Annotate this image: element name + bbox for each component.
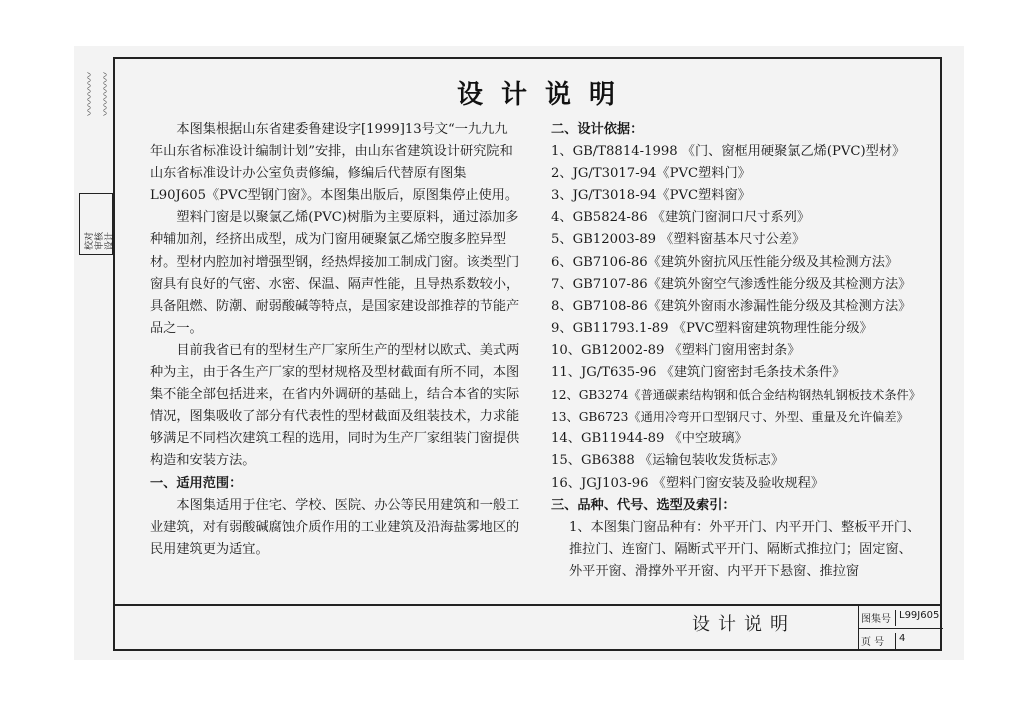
title-block-divider [113,604,942,606]
intro-paragraph: 本图集根据山东省建委鲁建设字[1999]13号文“一九九九年山东省标准设计编制计划”安排，由山东省建筑设计研究院和山东省标准设计办公室负责修编，修编后代替原有图集L90J605《PVC型钢门窗》。本图集出版后，原图集停止使用。 [150,122,519,204]
sig-label-sheji: 设计 [105,231,115,250]
standard-item: 8、GB7108-86《建筑外窗雨水渗漏性能分级及其检测方法》 [551,298,912,314]
standard-item: 11、JG/T635-96 《建筑门窗密封毛条技术条件》 [551,365,846,381]
page-row [859,629,943,651]
atlas-number: L99J605 [899,610,940,621]
handwritten-signature: 〰〰〰〰 [99,72,112,116]
standard-item: 10、GB12002-89 《塑料门窗用密封条》 [551,342,801,358]
section3-heading: 三、品种、代号、选型及索引： [551,497,736,513]
page-title: 设计说明 [457,80,634,110]
page-number: 4 [899,633,906,644]
atlas-row [859,606,943,629]
standard-item: 2、JG/T3017-94《PVC塑料门》 [551,166,751,182]
intro-paragraph: 目前我省已有的型材生产厂家所生产的型材以欧式、美式两种为主，由于各生产厂家的型材规格及型材截面有所不同，本图集不能全部包括进来，在省内外调研的基础上，结合本省的实际情况，图集吸收了部分有代表性的型材截面及组装技术，力求能够满足不同档次建筑工程的选用，同时为生产厂家组装门窗提供构造和安装方法。 [150,342,520,469]
section2-heading: 二、设计依据： [551,122,644,137]
standard-item: 16、JGJ103-96 《塑料门窗安装及验收规程》 [551,475,825,491]
atlas-label: 图集号 [861,610,896,626]
standard-item: 12、GB3274《普通碳素结构钢和低合金结构钢热轧钢板技术条件》 [551,388,921,403]
right-column [551,119,921,583]
standard-item: 3、JG/T3018-94《PVC塑料窗》 [551,188,751,204]
standard-item: 6、GB7106-86《建筑外窗抗风压性能分级及其检测方法》 [551,254,899,270]
section1-text: 本图集适用于住宅、学校、医院、办公等民用建筑和一般工业建筑，对有弱酸碱腐蚀介质作用的工业建筑及沿海盐雾地区的民用建筑更为适宜。 [150,497,520,557]
standard-item: 1、GB/T8814-1998 《门、窗框用硬聚氯乙烯(PVC)型材》 [551,144,906,160]
standard-item: 7、GB7107-86《建筑外窗空气渗透性能分级及其检测方法》 [551,276,912,292]
page-label: 页 号 [861,633,896,649]
title-block-title: 设计说明 [692,614,796,635]
standard-item: 13、GB6723《通用冷弯开口型钢尺寸、外型、重量及允许偏差》 [551,410,909,425]
standard-item: 5、GB12003-89 《塑料窗基本尺寸公差》 [551,232,806,248]
sig-label-shenhe: 审核 [95,231,105,250]
left-column [150,119,520,561]
title-block-table [858,606,943,651]
intro-paragraph: 塑料门窗是以聚氯乙烯(PVC)树脂为主要原料，通过添加多种辅加剂，经挤出成型，成为门窗用硬聚氯乙烯空腹多腔异型材。型材内腔加衬增强型钢，经热焊接加工制成门窗。该类型门窗具有良好的气密、水密、保温、隔声性能，且导热系数较小，具备阻燃、防潮、耐弱酸碱等特点，是国家建设部推荐的节能产品之一。 [150,210,520,336]
section1-heading: 一、适用范围： [150,475,243,491]
signature-table [79,193,113,255]
standard-item: 9、GB11793.1-89 《PVC塑料窗建筑物理性能分级》 [551,320,873,336]
standard-item: 14、GB11944-89 《中空玻璃》 [551,431,748,447]
handwritten-signature: 〰〰〰〰 [83,72,96,116]
standard-item: 4、GB5824-86 《建筑门窗洞口尺寸系列》 [551,210,811,226]
sig-label-jiaodui: 校对 [85,231,95,250]
section3-text: 1、本图集门窗品种有：外平开门、内平开门、整板平开门、推拉门、连窗门、隔断式平开门、隔断式推拉门；固定窗、外平开窗、滑撑外平开窗、内平开下悬窗、推拉窗 [569,519,921,579]
standard-item: 15、GB6388 《运输包装收发货标志》 [551,453,785,469]
